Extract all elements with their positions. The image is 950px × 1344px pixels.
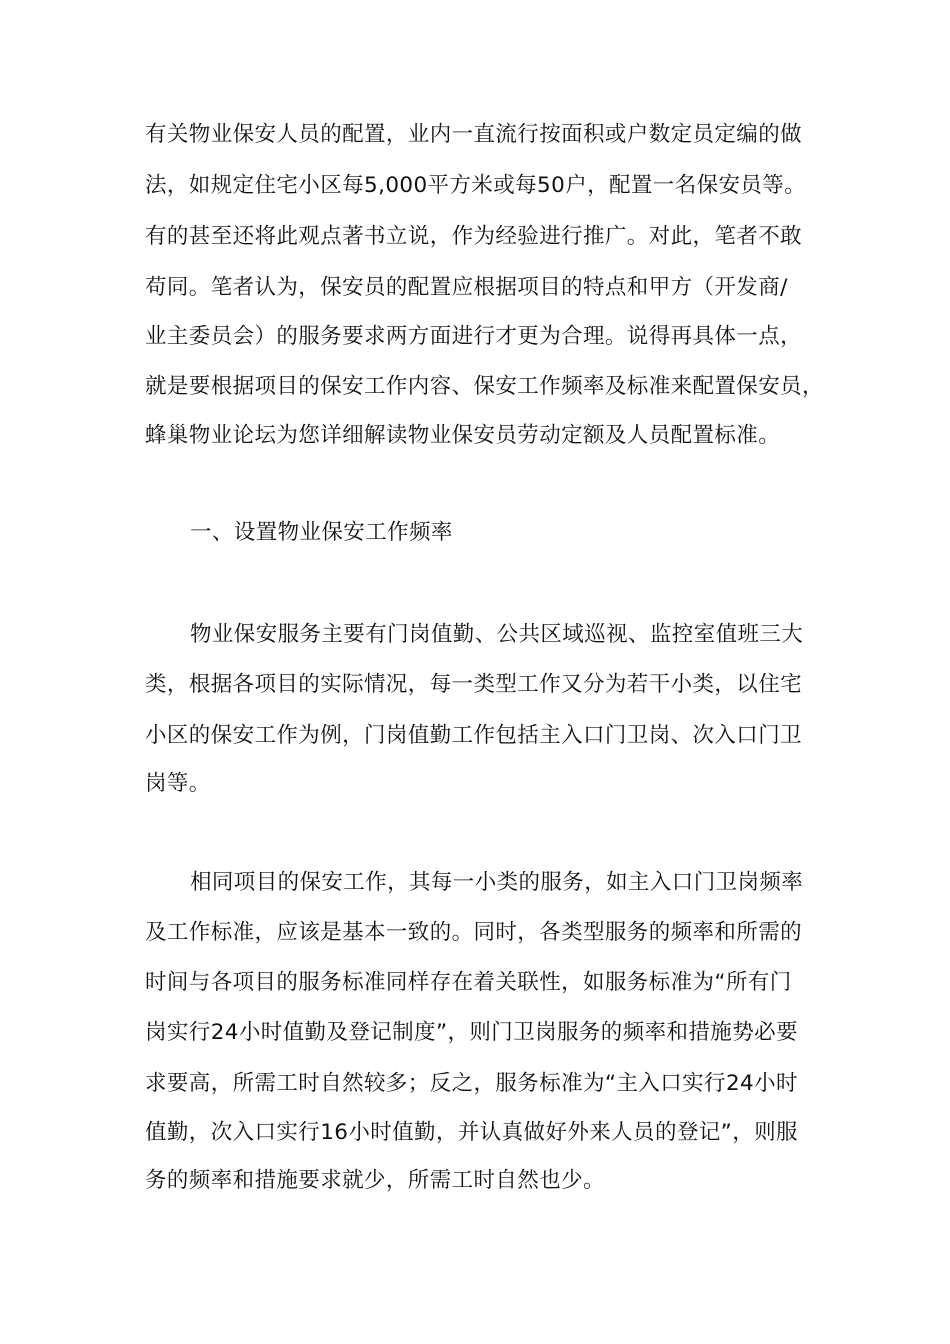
text-line: 法，如规定住宅小区每5,000平方米或每50户，配置一名保安员等。 (145, 173, 807, 198)
text-line: 小区的保安工作为例，门岗值勤工作包括主入口门卫岗、次入口门卫 (145, 723, 803, 748)
text-line: 相同项目的保安工作，其每一小类的服务，如主入口门卫岗频率 (190, 870, 804, 895)
text-line: 有关物业保安人员的配置，业内一直流行按面积或户数定员定编的做 (145, 122, 803, 147)
text-line: 岗等。 (145, 771, 211, 796)
text-line: 物业保安服务主要有门岗值勤、公共区域巡视、监控室值班三大 (190, 622, 804, 647)
text-line: 求要高，所需工时自然较多；反之，服务标准为“主入口实行24小时 (145, 1071, 798, 1096)
text-line: 业主委员会）的服务要求两方面进行才更为合理。说得再具体一点， (145, 324, 803, 349)
text-line: 及工作标准，应该是基本一致的。同时，各类型服务的频率和所需的 (145, 920, 803, 945)
text-line: 务的频率和措施要求就少，所需工时自然也少。 (145, 1168, 605, 1193)
text-line: 岗实行24小时值勤及登记制度”，则门卫岗服务的频率和措施势必要 (145, 1020, 798, 1045)
text-line: 就是要根据项目的保安工作内容、保安工作频率及标准来配置保安员， (145, 374, 824, 399)
text-line: 蜂巢物业论坛为您详细解读物业保安员劳动定额及人员配置标准。 (145, 423, 781, 448)
text-line: 值勤，次入口实行16小时值勤，并认真做好外来人员的登记”，则服 (145, 1120, 798, 1145)
text-line: 苟同。笔者认为，保安员的配置应根据项目的特点和甲方（开发商/ (145, 275, 788, 300)
text-line: 时间与各项目的服务标准同样存在着关联性，如服务标准为“所有门 (145, 970, 792, 995)
text-line: 类，根据各项目的实际情况，每一类型工作又分为若干小类，以住宅 (145, 672, 803, 697)
section-heading: 一、设置物业保安工作频率 (190, 520, 453, 545)
text-line: 有的甚至还将此观点著书立说，作为经验进行推广。对此，笔者不敢 (145, 224, 803, 249)
